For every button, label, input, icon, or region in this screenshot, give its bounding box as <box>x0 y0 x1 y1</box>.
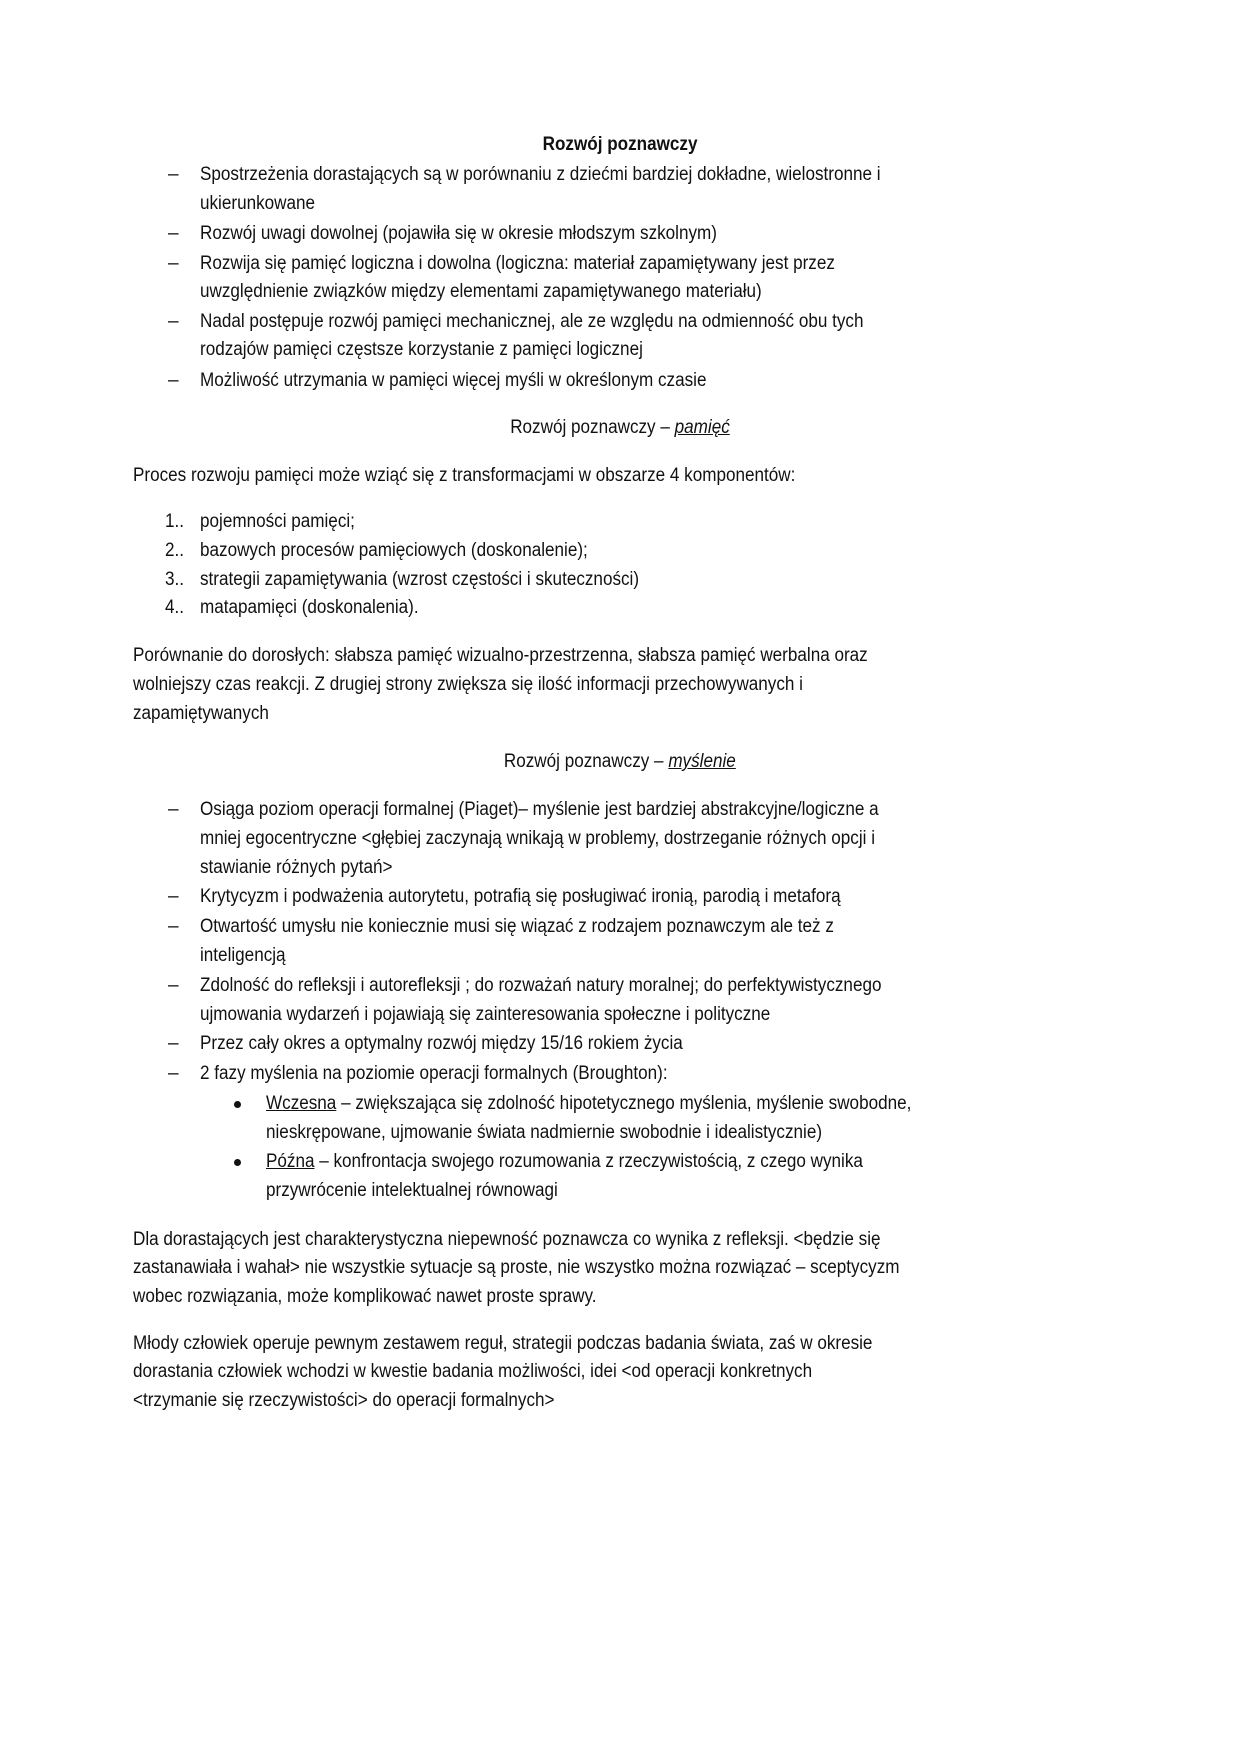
title-text: Rozwój poznawczy <box>542 134 698 155</box>
phase-line <box>266 1092 911 1116</box>
paragraph-line: wolniejszy czas reakcji. Z drugiej strony zwiększa się ilość informacji przechowywanych i <box>133 674 803 695</box>
paragraph-line: Proces rozwoju pamięci może wziąć się z transformacjami w obszarze 4 komponentów: <box>133 465 796 486</box>
dash-bullet: – <box>168 886 179 907</box>
bullet-dot <box>234 1159 241 1166</box>
list-item-line: Otwartość umysłu nie koniecznie musi się wiązać z rodzajem poznawczym ale też z <box>200 916 834 937</box>
document-title <box>0 133 1240 157</box>
list-item-line: Nadal postępuje rozwój pamięci mechanicznej, ale ze względu na odmienność obu tych <box>200 311 864 332</box>
phase-name: Późna <box>266 1151 315 1172</box>
dash-bullet: – <box>168 164 179 185</box>
numbered-item: strategii zapamiętywania (wzrost częstości i skuteczności) <box>200 569 640 590</box>
list-item-line: uwzględnienie związków między elementami zapamiętywanego materiału) <box>200 281 762 302</box>
paragraph-line: Porównanie do dorosłych: słabsza pamięć wizualno-przestrzenna, słabsza pamięć werbalna oraz <box>133 645 868 666</box>
dash-bullet: – <box>168 916 179 937</box>
phase-line <box>266 1150 863 1174</box>
list-item-line: mniej egocentryczne <głębiej zaczynają wnikają w problemy, dostrzeganie różnych opcji i <box>200 828 875 849</box>
dash-bullet: – <box>168 253 179 274</box>
list-number: 4.. <box>165 597 185 618</box>
list-item-line: Możliwość utrzymania w pamięci więcej myśli w określonym czasie <box>200 370 707 391</box>
list-item-line: ujmowania wydarzeń i pojawiają się zainteresowania społeczne i polityczne <box>200 1004 771 1025</box>
list-item-line: Rozwija się pamięć logiczna i dowolna (logiczna: materiał zapamiętywany jest przez <box>200 253 835 274</box>
dash-bullet: – <box>168 799 179 820</box>
paragraph-line: dorastania człowiek wchodzi w kwestie badania możliwości, idei <od operacji konkretnych <box>133 1361 813 1382</box>
phase-line: przywrócenie intelektualnej równowagi <box>266 1180 558 1201</box>
heading-emphasis: pamięć <box>674 417 730 438</box>
list-item-line: 2 fazy myślenia na poziomie operacji formalnych (Broughton): <box>200 1063 668 1084</box>
list-item-line: inteligencją <box>200 945 286 966</box>
list-number: 1.. <box>165 511 185 532</box>
list-item-line: rodzajów pamięci częstsze korzystanie z pamięci logicznej <box>200 339 643 360</box>
dash-bullet: – <box>168 1063 179 1084</box>
phase-text: – zwiększająca się zdolność hipotetycznego myślenia, myślenie swobodne, <box>336 1093 912 1114</box>
heading-prefix: Rozwój poznawczy – <box>510 417 675 438</box>
dash-bullet: – <box>168 311 179 332</box>
paragraph-line: zapamiętywanych <box>133 703 269 724</box>
paragraph-line: wobec rozwiązania, może komplikować nawet proste sprawy. <box>133 1286 597 1307</box>
numbered-item: matapamięci (doskonalenia). <box>200 597 419 618</box>
list-item-line: Przez cały okres a optymalny rozwój między 15/16 rokiem życia <box>200 1033 683 1054</box>
dash-bullet: – <box>168 1033 179 1054</box>
list-number: 3.. <box>165 569 185 590</box>
list-item-line: stawianie różnych pytań> <box>200 857 393 878</box>
list-item-line: Rozwój uwagi dowolnej (pojawiła się w okresie młodszym szkolnym) <box>200 223 717 244</box>
section-heading-myslenie <box>0 750 1240 774</box>
phase-line: nieskrępowane, ujmowanie świata nadmiernie swobodnie i idealistycznie) <box>266 1122 823 1143</box>
list-item-line: ukierunkowane <box>200 193 316 214</box>
numbered-item: pojemności pamięci; <box>200 511 355 532</box>
section-heading-pamiec <box>0 416 1240 440</box>
heading-prefix: Rozwój poznawczy – <box>504 751 669 772</box>
dash-bullet: – <box>168 975 179 996</box>
paragraph-line: Dla dorastających jest charakterystyczna niepewność poznawcza co wynika z refleksji. <będzie się <box>133 1229 881 1250</box>
list-item-line: Krytycyzm i podważenia autorytetu, potrafią się posługiwać ironią, parodią i metaforą <box>200 886 841 907</box>
phase-name: Wczesna <box>266 1093 337 1114</box>
bullet-dot <box>234 1101 241 1108</box>
paragraph-line: <trzymanie się rzeczywistości> do operacji formalnych> <box>133 1390 555 1411</box>
numbered-item: bazowych procesów pamięciowych (doskonalenie); <box>200 540 588 561</box>
list-item-line: Zdolność do refleksji i autorefleksji ; do rozważań natury moralnej; do perfektywistycznego <box>200 975 882 996</box>
paragraph-line: zastanawiała i wahał> nie wszystkie sytuacje są proste, nie wszystko można rozwiązać – sceptycyzm <box>133 1257 900 1278</box>
dash-bullet: – <box>168 223 179 244</box>
phase-text: – konfrontacja swojego rozumowania z rzeczywistością, z czego wynika <box>314 1151 863 1172</box>
heading-emphasis: myślenie <box>668 751 736 772</box>
dash-bullet: – <box>168 370 179 391</box>
list-number: 2.. <box>165 540 185 561</box>
list-item-line: Spostrzeżenia dorastających są w porównaniu z dziećmi bardziej dokładne, wielostronne i <box>200 164 881 185</box>
paragraph-line: Młody człowiek operuje pewnym zestawem reguł, strategii podczas badania świata, zaś w okresie <box>133 1333 873 1354</box>
list-item-line: Osiąga poziom operacji formalnej (Piaget)– myślenie jest bardziej abstrakcyjne/logiczne a <box>200 799 879 820</box>
